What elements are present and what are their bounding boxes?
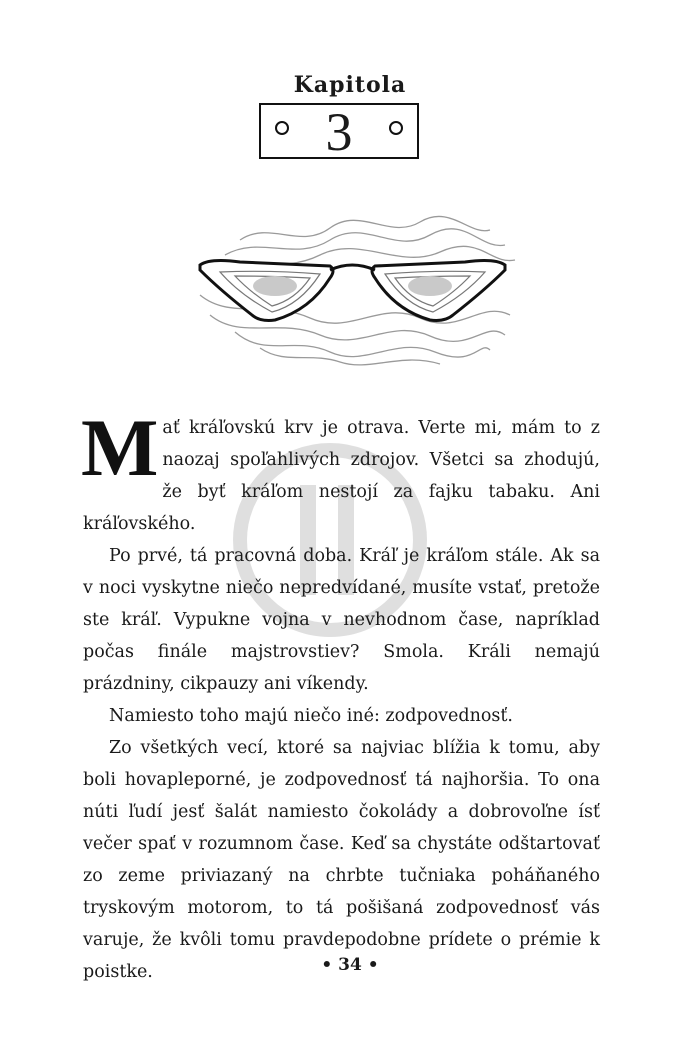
chapter-number-box (259, 102, 419, 162)
sunglasses-illustration (180, 200, 525, 370)
paragraph-4: Zo všetkých vecí, ktoré sa najviac blížia k tomu, aby boli hovapleporné, je zodpovednosť tá najhoršia. To ona núti ľudí jesť šalát namiesto čokolády a dobrovoľne ísť večer spať v rozumnom čase. Keď sa chystáte odštartovať zo zeme priviazaný na chrbte tučniaka poháňaného tryskovým motorom, to tá pošišaná zodpovednosť vás varuje, že kvôli tomu pravdepodobne prídete o prémie k poistke. (83, 738, 600, 982)
chapter-label: Kapitola (293, 72, 407, 98)
page-number: • 34 • (321, 955, 379, 975)
paragraph-2: Po prvé, tá pracovná doba. Kráľ je kráľom stále. Ak sa v noci vyskytne niečo nepredvídané, musíte vstať, pretože ste kráľ. Vypukne vojna v nevhodnom čase, napríklad počas finále majstrovstiev? Smola. Králi nemajú prázdniny, cikpauzy ani víkendy. (83, 546, 600, 694)
paragraph-1-text: ať kráľovskú krv je otrava. Verte mi, mám to z naozaj spoľahlivých zdrojov. Všetci sa zhodujú, že byť kráľom nestojí za fajku tabaku. Ani kráľovského. (83, 418, 600, 534)
drop-cap: M (81, 402, 159, 493)
paragraph-3: Namiesto toho majú niečo iné: zodpovednosť. (109, 706, 513, 726)
chapter-number: 3 (325, 102, 353, 162)
paragraph-1 (81, 402, 600, 540)
ornament-dot-right (389, 121, 403, 135)
chapter-text (81, 402, 600, 988)
